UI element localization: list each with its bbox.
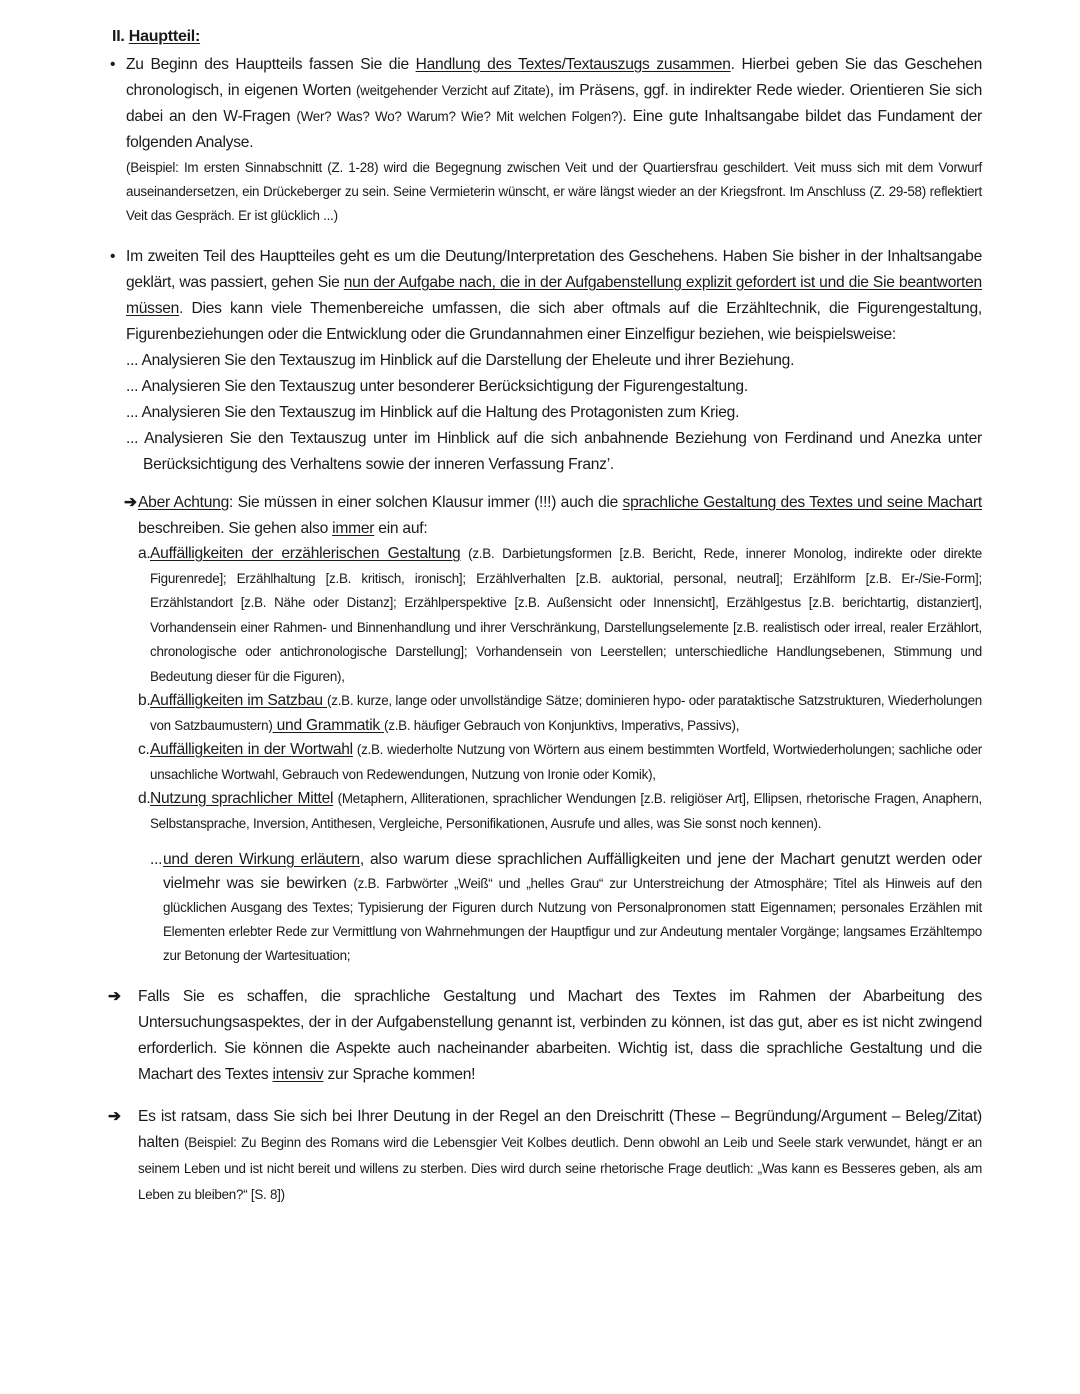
text-segment: (z.B. kurze, lange oder unvollständige Sätze; dominieren hypo- oder parataktische Satzstrukturen, Wiederholungen von Satzbaumustern) xyxy=(150,693,982,733)
sub-paragraph xyxy=(112,689,982,738)
dots-paragraph xyxy=(112,374,982,400)
text-segment: . Eine gute Inhaltsangabe bildet das Fundament der folgenden Analyse. xyxy=(126,108,982,151)
dots-paragraph xyxy=(112,400,982,426)
underlined-text: sprachliche Gestaltung des Textes und seine Machart xyxy=(622,494,982,511)
text-segment: ... Analysieren Sie den Textauszug unter besonderer Berücksichtigung der Figurengestaltung. xyxy=(126,378,748,395)
text-segment: zur Sprache kommen! xyxy=(323,1066,476,1083)
text-segment: (Beispiel: Im ersten Sinnabschnitt (Z. 1-28) wird die Begegnung zwischen Veit und der Quartiersfrau geschildert. Veit muss sich mit dem Vorwurf auseinandersetzen, ein Drückeberger zu sein. Seine Vermieterin wünscht, er wäre längst wieder an der Kriegsfront. Im Anschluss (Z. 29-58) reflektiert Veit das Gespräch. Er ist glücklich ...) xyxy=(126,160,982,223)
underlined-text: Auffälligkeiten im Satzbau xyxy=(150,692,328,709)
underlined-text: Auffälligkeiten in der Wortwahl xyxy=(150,741,353,758)
dots-paragraph xyxy=(112,348,982,374)
bullet-paragraph xyxy=(112,52,982,156)
text-segment: ein auf: xyxy=(374,520,428,537)
arrow-paragraph xyxy=(112,490,982,542)
text-segment: (Beispiel: Zu Beginn des Romans wird die Lebensgier Veit Kolbes deutlich. Denn obwohl an Leib und Seele stark verwundet, hängt er an seinem Leben und ist nicht bereit und willens zu sterben. Dies wird durch seine rhetorische Frage deutlich: „Was kann es Besseres geben, als am Leben zu bleiben?“ [S. 8]) xyxy=(138,1135,982,1202)
bullet-icon: • xyxy=(110,248,116,265)
text-segment: Zu Beginn des Hauptteils fassen Sie die xyxy=(126,56,416,73)
list-marker: c. xyxy=(138,741,150,758)
underlined-text: nun der Aufgabe nach, die in der Aufgabenstellung explizit gefordert ist und die Sie beantworten müssen xyxy=(126,274,982,317)
sub-paragraph xyxy=(112,542,982,689)
text-segment: Es ist ratsam, dass Sie sich bei Ihrer Deutung in der Regel an den Dreischritt (These – Begründung/Argument – Beleg/Zitat) halten xyxy=(138,1108,982,1151)
text-segment: (z.B. Farbwörter „Weiß“ und „helles Grau“ zur Unterstreichung der Atmosphäre; Titel als Hinweis auf den glücklichen Ausgang des Textes; Typisierung der Figuren durch Nutzung von Personalpronomen statt Eigennamen; personales Erzählen mit Elementen erlebter Rede zur Vermittlung von Wahrnehmungen der Hauptfigur und zur Andeutung mentaler Vorgänge; langsames Erzähltempo zur Betonung der Wartesituation; xyxy=(163,876,982,963)
dots-paragraph xyxy=(112,426,982,478)
document-page xyxy=(108,24,983,1208)
arrow-right-icon: ➔ xyxy=(108,988,121,1005)
text-segment: (Wer? Was? Wo? Warum? Wie? Mit welchen Folgen?) xyxy=(296,109,623,124)
bullet-icon: • xyxy=(110,56,116,73)
text-segment: beschreiben. Sie gehen also xyxy=(138,520,333,537)
example-paragraph xyxy=(112,156,982,228)
text-segment: (z.B. häufiger Gebrauch von Konjunktivs, Imperativs, Passivs), xyxy=(384,717,740,733)
text-segment: . Dies kann viele Themenbereiche umfassen, die sich aber oftmals auf die Erzähltechnik, die Figurengestaltung, Figurenbeziehungen oder die Entwicklung oder die Grundannahmen einer Einzelfigur beziehen, wie beispielsweise: xyxy=(126,300,982,343)
text-segment: ... Analysieren Sie den Textauszug unter im Hinblick auf die sich anbahnende Beziehung von Ferdinand und Anezka unter Berücksichtigung des Verhaltens sowie der inneren Verfassung Franz’. xyxy=(126,430,982,473)
bullet-paragraph xyxy=(112,244,982,348)
wirk-paragraph xyxy=(112,848,982,968)
list-marker: d. xyxy=(138,790,151,807)
sub-paragraph xyxy=(112,738,982,787)
arrow-right-icon: ➔ xyxy=(108,1108,121,1125)
underlined-text: immer xyxy=(332,520,375,537)
text-segment: : Sie müssen in einer solchen Klausur immer (!!!) auch die xyxy=(229,494,623,511)
underlined-text: und Grammatik xyxy=(272,716,385,734)
text-segment: ... Analysieren Sie den Textauszug im Hinblick auf die Haltung des Protagonisten zum Krieg. xyxy=(126,404,740,421)
underlined-text: Auffälligkeiten der erzählerischen Gestaltung xyxy=(150,545,461,562)
text-segment: (weitgehender Verzicht auf Zitate) xyxy=(355,83,550,98)
underlined-text: Handlung des Textes/Textauszugs zusammen xyxy=(415,56,731,73)
list-marker: a. xyxy=(138,545,151,562)
underlined-text: intensiv xyxy=(272,1066,324,1083)
underlined-text: Hauptteil: xyxy=(128,28,201,45)
text-segment: (z.B. Darbietungsformen [z.B. Bericht, Rede, innerer Monolog, indirekte oder direkte Figurenrede]; Erzählhaltung [z.B. kritisch, ironisch]; Erzählverhalten [z.B. auktorial, personal, neutral]; Erzählform [z.B. Er-/Sie-Form]; Erzählstandort [z.B. Nähe oder Distanz]; Erzählperspektive [z.B. Außensicht oder Innensicht], Erzählgestus [z.B. berichtartig, distanziert], Vorhandensein einer Rahmen- und Binnenhandlung und ihrer Verschränkung, Darstellungselemente [z.B. realistisch oder irreal, realer Erzählort, chronologische oder antichronologische Darstellung]; Vorhandensein von Leerstellen; unterschiedliche Handlungsebenen, Stimmung und Bedeutung dieser für die Figuren), xyxy=(150,546,982,684)
text-segment: (z.B. wiederholte Nutzung von Wörtern aus einem bestimmten Wortfeld, Wortwiederholungen; sachliche oder unsachliche Wortwahl, Gebrauch von Redewendungen, Nutzung von Ironie oder Komik), xyxy=(150,742,983,782)
underlined-text: Aber Achtung xyxy=(138,494,230,511)
list-marker: b. xyxy=(138,692,151,709)
text-segment: ... Analysieren Sie den Textauszug im Hinblick auf die Darstellung der Eheleute und ihrer Beziehung. xyxy=(126,352,795,369)
text-segment: Falls Sie es schaffen, die sprachliche Gestaltung und Machart des Textes im Rahmen der Abarbeitung des Untersuchungsaspektes, der in der Aufgabenstellung genannt ist, verbinden zu können, ist das gut, aber es ist nicht zwingend erforderlich. Sie können die Aspekte auch nacheinander abarbeiten. Wichtig ist, dass die sprachliche Gestaltung und die Machart des Textes xyxy=(138,988,982,1083)
text-segment: Im zweiten Teil des Hauptteiles geht es um die Deutung/Interpretation des Geschehens. Haben Sie bisher in der Inhaltsangabe geklärt, was passiert, gehen Sie xyxy=(126,248,982,291)
text-segment: , im Präsens, ggf. in indirekter Rede wieder. Orientieren Sie sich dabei an den W-Fragen xyxy=(126,82,983,125)
list-marker: ... xyxy=(150,851,163,868)
arrowbig-paragraph xyxy=(108,1104,982,1208)
heading-paragraph xyxy=(112,24,982,50)
arrowbig-paragraph xyxy=(108,984,982,1088)
text-segment: (Metaphern, Alliterationen, sprachlicher Wendungen [z.B. religiöser Art], Ellipsen, rhetorische Fragen, Anaphern, Selbstansprache, Inversion, Antithesen, Vergleiche, Personifikationen, Ausrufe und alles, was Sie sonst noch kennen). xyxy=(150,791,982,831)
text-segment: . Hierbei geben Sie das Geschehen chronologisch, in eigenen Worten xyxy=(126,56,982,99)
text-segment: II. xyxy=(112,28,129,45)
sub-paragraph xyxy=(112,787,982,836)
arrow-right-icon: ➔ xyxy=(124,494,137,511)
underlined-text: und deren Wirkung erläutern xyxy=(163,851,360,868)
text-segment: , also warum diese sprachlichen Auffälligkeiten und jene der Machart genutzt werden oder vielmehr was sie bewirken xyxy=(163,851,982,892)
underlined-text: Nutzung sprachlicher Mittel xyxy=(150,790,334,807)
